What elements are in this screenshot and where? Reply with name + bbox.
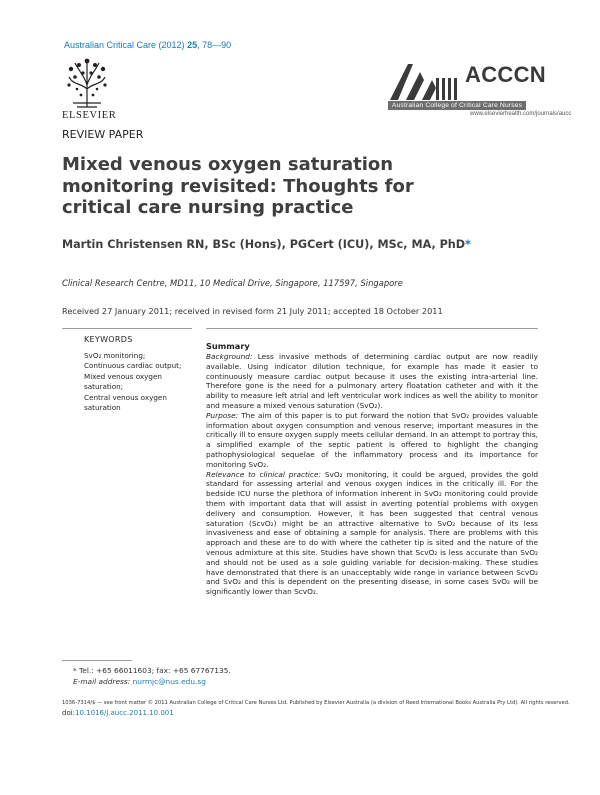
- copyright-notice: 1036-7314/$ — see front matter © 2011 Australian College of Critical Care Nurses Ltd. Published by Elsevier Australia (a division of Reed International Books Australia Pty Ltd). All rights reserved.: [62, 700, 570, 706]
- affiliation: Clinical Research Centre, MD11, 10 Medical Drive, Singapore, 117597, Singapore: [62, 278, 403, 288]
- summary-purpose: [206, 411, 538, 470]
- background-label: Background:: [206, 352, 253, 361]
- purpose-text: The aim of this paper is to put forward the notion that SvO₂ provides valuable information about oxygen consumption and venous reserve; important measures in the critically ill to ensure oxygen supply meets cellular demand. In an attempt to portray this, a simplified example of the septic patient is offered to highlight the changing pathophysiological sequelae of the inflammatory process and its importance for monitoring SvO₂.: [206, 410, 538, 469]
- keyword-item: Continuous cardiac output;: [84, 361, 182, 371]
- article-type: REVIEW PAPER: [62, 128, 144, 141]
- doi-label: doi:: [62, 709, 76, 717]
- author-names: Martin Christensen RN, BSc (Hons), PGCert (ICU), MSc, MA, PhD: [62, 238, 466, 251]
- divider-left: [62, 328, 192, 329]
- journal-pages: , 78—90: [197, 40, 232, 50]
- relevance-text: SvO₂ monitoring, it could be argued, provides the gold standard for assessing arterial and venous oxygen indices in the critically ill. For the bedside ICU nurse the plethora of information inherent in SvO₂ monitoring could provide them with important data that will assist in averting potential problems with oxygen delivery and consumption. However, it has been suggested that central venous saturation (ScvO₂) might be an attractive alternative to SvO₂ because of its less invasiveness and ease of obtaining a sample for analysis. There are problems with this approach and these are to do with where the catheter tip is sited and the nature of the venous admixture at this site. Studies have shown that ScvO₂ is less accurate than SvO₂ and should not be used as a sole guiding variable for decision-making. These studies have demonstrated that there is an unacceptably wide range in variance between ScvO₂ and SvO₂ and this is dependent on the presenting disease, in some cases SvO₂ will be significantly lower than ScvO₂.: [206, 469, 538, 597]
- summary-relevance: [206, 470, 538, 597]
- journal-volume: 25: [187, 40, 198, 50]
- summary-heading: Summary: [206, 341, 250, 351]
- org-full-name: Australian College of Critical Care Nurses: [388, 101, 526, 110]
- elsevier-tree-logo: [63, 55, 111, 111]
- org-acronym: ACCCN: [465, 62, 546, 87]
- keyword-item: Mixed venous oxygen saturation;: [84, 371, 162, 392]
- org-url[interactable]: www.elsevierhealth.com/journals/aucc: [470, 111, 572, 117]
- summary-body: [206, 352, 538, 597]
- contact-phone: * Tel.: +65 66011603; fax: +65 67767135.: [73, 666, 231, 675]
- keywords-heading: KEYWORDS: [84, 335, 133, 344]
- journal-name: Australian Critical Care (2012): [64, 40, 185, 50]
- keyword-item: SvO₂ monitoring;: [84, 351, 146, 360]
- journal-reference[interactable]: [64, 40, 231, 50]
- footnote: [73, 666, 231, 687]
- doi-line: [62, 709, 174, 717]
- relevance-label: Relevance to clinical practice:: [206, 469, 321, 479]
- keyword-item: Central venous oxygen saturation: [84, 392, 167, 413]
- received-dates: Received 27 January 2011; received in revised form 21 July 2011; accepted 18 October 2011: [62, 306, 443, 316]
- purpose-label: Purpose:: [206, 410, 239, 420]
- contact-email: [73, 677, 231, 688]
- email-label: E-mail address:: [73, 676, 131, 686]
- divider-right: [206, 328, 538, 329]
- corresponding-author-mark[interactable]: *: [465, 238, 471, 251]
- background-text: Less invasive methods of determining cardiac output are now readily available. Using indicator dilution technique, for example has made it easier to continuously measure cardiac output because it uses the existing intra-arterial line. Therefore gone is the need for a pulmonary artery floatation catheter and with it the ability to measure left atrial and left ventricular work indices as well the ability to monitor and measure a mixed venous saturation (SvO₂).: [206, 352, 538, 410]
- article-title: Mixed venous oxygen saturation monitoring revisited: Thoughts for critical care nursing practice: [62, 154, 414, 218]
- authors: [62, 238, 471, 251]
- doi-link[interactable]: 10.1016/j.aucc.2011.10.001: [75, 709, 174, 717]
- email-link[interactable]: nurmjc@nus.edu.sg: [132, 676, 206, 686]
- summary-background: [206, 352, 538, 411]
- keywords-list: [84, 351, 184, 413]
- publisher-name: ELSEVIER: [62, 110, 117, 121]
- footnote-rule: [62, 660, 132, 661]
